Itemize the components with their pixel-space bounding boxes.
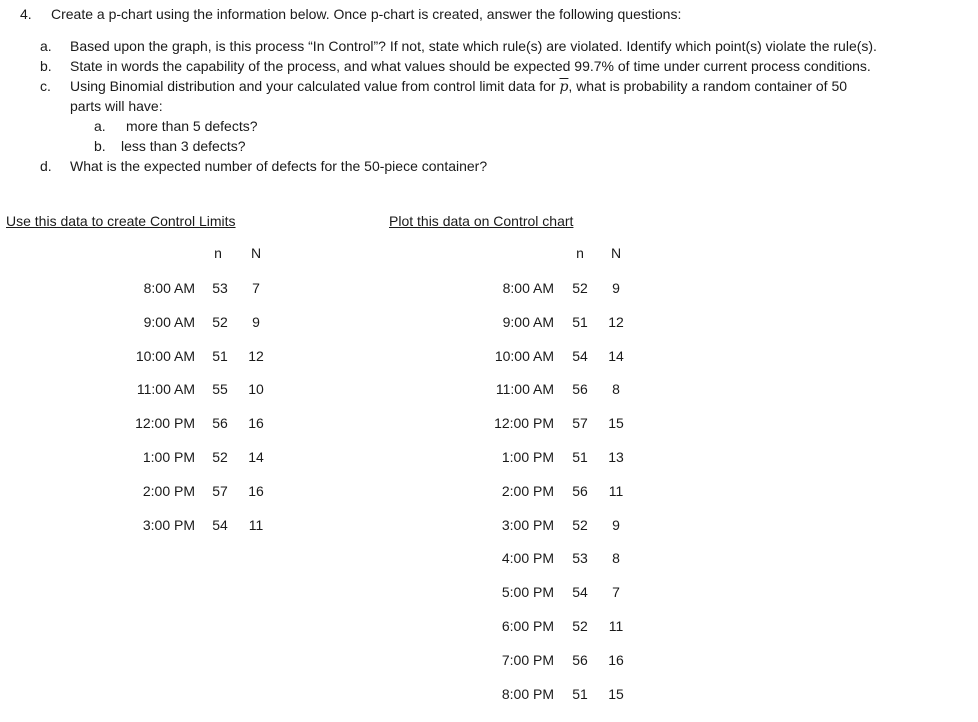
row-N: 7 xyxy=(252,280,260,296)
part-d-letter: d. xyxy=(40,158,52,174)
left-col-N-header: N xyxy=(250,245,262,261)
row-time: 2:00 PM xyxy=(501,483,554,499)
row-time: 12:00 PM xyxy=(494,415,554,431)
row-n: 51 xyxy=(212,348,228,364)
row-N: 8 xyxy=(612,550,620,566)
part-c-suffix: , what is probability a random container of 50 xyxy=(568,78,848,94)
row-time: 11:00 AM xyxy=(136,381,195,397)
row-N: 14 xyxy=(608,348,624,364)
row-time: 8:00 PM xyxy=(501,686,554,702)
part-c-prefix: Using Binomial distribution and your calculated value from control limit data for xyxy=(70,78,560,94)
row-n: 52 xyxy=(572,517,588,533)
row-time: 3:00 PM xyxy=(142,517,195,533)
part-b-letter: b. xyxy=(40,58,52,74)
row-time: 2:00 PM xyxy=(142,483,195,499)
row-time: 10:00 AM xyxy=(494,348,554,364)
part-d-text: What is the expected number of defects for the 50-piece container? xyxy=(70,158,488,174)
row-time: 9:00 AM xyxy=(502,314,554,330)
row-time: 3:00 PM xyxy=(501,517,554,533)
row-time: 4:00 PM xyxy=(501,550,554,566)
part-c-sub-b-text: less than 3 defects? xyxy=(121,138,246,154)
row-n: 56 xyxy=(212,415,228,431)
row-N: 10 xyxy=(248,381,264,397)
row-n: 54 xyxy=(572,584,588,600)
question-number: 4. xyxy=(20,6,32,22)
row-N: 11 xyxy=(248,517,264,533)
row-n: 55 xyxy=(212,381,228,397)
row-N: 16 xyxy=(248,415,264,431)
row-N: 16 xyxy=(248,483,264,499)
part-c-sub-b-letter: b. xyxy=(94,138,106,154)
row-N: 11 xyxy=(608,618,624,634)
row-time: 8:00 AM xyxy=(502,280,554,296)
row-n: 56 xyxy=(572,652,588,668)
row-n: 52 xyxy=(572,280,588,296)
row-time: 11:00 AM xyxy=(495,381,554,397)
row-time: 10:00 AM xyxy=(135,348,195,364)
row-time: 1:00 PM xyxy=(142,449,195,465)
row-n: 54 xyxy=(212,517,228,533)
row-time: 5:00 PM xyxy=(501,584,554,600)
row-time: 6:00 PM xyxy=(501,618,554,634)
question-text: Create a p-chart using the information below. Once p-chart is created, answer the following questions: xyxy=(51,6,682,22)
part-b-text: State in words the capability of the process, and what values should be expected 99.7% of time under current process conditions. xyxy=(70,58,871,74)
part-c-text-line1 xyxy=(70,78,847,95)
right-table-heading: Plot this data on Control chart xyxy=(389,213,574,229)
part-c-sub-a-text: more than 5 defects? xyxy=(126,118,258,134)
row-time: 1:00 PM xyxy=(501,449,554,465)
row-N: 15 xyxy=(608,686,624,702)
row-n: 51 xyxy=(572,449,588,465)
row-n: 56 xyxy=(572,381,588,397)
row-N: 11 xyxy=(608,483,624,499)
row-n: 52 xyxy=(212,314,228,330)
row-n: 52 xyxy=(572,618,588,634)
part-a-text: Based upon the graph, is this process “In Control”? If not, state which rule(s) are violated. Identify which point(s) violate the rule(s). xyxy=(70,38,877,54)
row-N: 8 xyxy=(612,381,620,397)
right-col-n-header: n xyxy=(576,245,584,261)
row-n: 51 xyxy=(572,314,588,330)
row-N: 7 xyxy=(612,584,620,600)
row-N: 13 xyxy=(608,449,624,465)
row-time: 7:00 PM xyxy=(501,652,554,668)
row-N: 12 xyxy=(248,348,264,364)
row-N: 12 xyxy=(608,314,624,330)
part-c-letter: c. xyxy=(40,78,51,94)
row-n: 51 xyxy=(572,686,588,702)
row-n: 53 xyxy=(572,550,588,566)
row-N: 15 xyxy=(608,415,624,431)
row-N: 16 xyxy=(608,652,624,668)
row-N: 9 xyxy=(612,280,620,296)
row-n: 56 xyxy=(572,483,588,499)
row-n: 52 xyxy=(212,449,228,465)
row-n: 54 xyxy=(572,348,588,364)
right-col-N-header: N xyxy=(610,245,622,261)
row-time: 9:00 AM xyxy=(143,314,195,330)
row-time: 8:00 AM xyxy=(143,280,195,296)
row-n: 53 xyxy=(212,280,228,296)
part-a-letter: a. xyxy=(40,38,52,54)
part-c-sub-a-letter: a. xyxy=(94,118,106,134)
row-N: 14 xyxy=(248,449,264,465)
row-time: 12:00 PM xyxy=(135,415,195,431)
left-table-heading: Use this data to create Control Limits xyxy=(6,213,236,229)
row-N: 9 xyxy=(612,517,620,533)
p-bar-symbol: $\overline{p}$ xyxy=(559,79,569,95)
row-n: 57 xyxy=(572,415,588,431)
row-n: 57 xyxy=(212,483,228,499)
part-c-text-line2: parts will have: xyxy=(70,98,163,114)
left-col-n-header: n xyxy=(214,245,222,261)
row-N: 9 xyxy=(252,314,260,330)
